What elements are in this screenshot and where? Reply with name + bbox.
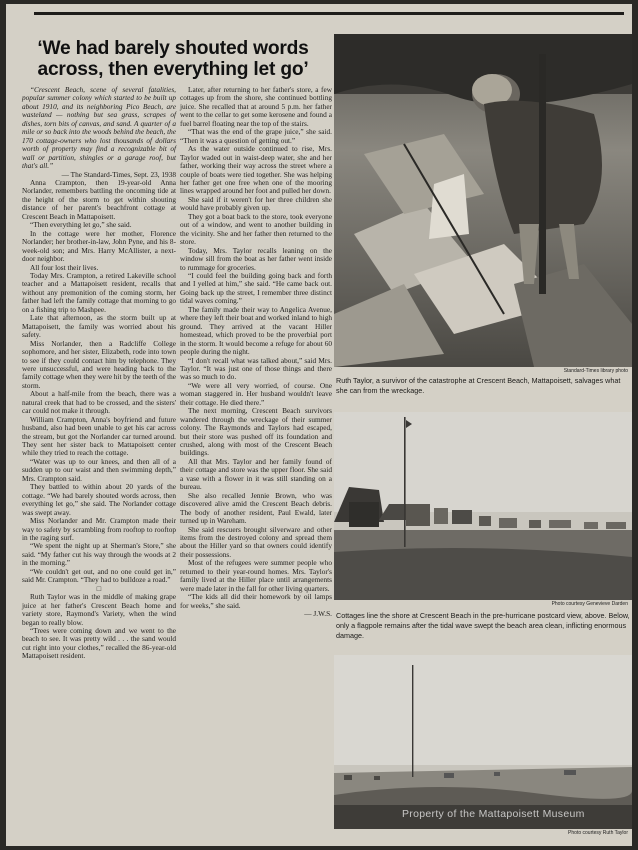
photo1-credit: Standard-Times library photo (563, 368, 628, 374)
article-paragraph: “We couldn't get out, and no one could get in,” said Mr. Crampton. “They had to bulldoze a road.” (22, 566, 176, 585)
headline: ‘We had barely shouted words across, then everything let go’ (37, 38, 309, 80)
article-paragraph: Anna Crampton, then 19-year-old Anna Norlander, remembers battling the oncoming tide at the height of the storm to get within shouting distance of her parent's beachfront cottage at Crescent Beach in Mattapoisett. (22, 177, 176, 221)
photo3-credit: Photo courtesy Ruth Taylor (568, 830, 628, 836)
watermark: Property of the Mattapoisett Museum (402, 808, 585, 820)
article-paragraph: “Trees were coming down and we went to the beach to see. It was pretty wild . . . the sand would cut right into your clothes,” recalled the 86-year-old Mattapoisett resident. (22, 626, 176, 661)
article-paragraph: Most of the refugees were summer people who returned to their year-round homes. Mrs. Taylor's family lived at the Hiller place until arrangements were made later in the fall for other living quarters. (180, 558, 332, 593)
article-paragraph: “I could feel the building going back and forth and I yelled at him,” she said. “He came back out. Going back up the street, I remember three distinct tidal waves coming.” (180, 270, 332, 306)
article-paragraph: Later, after returning to her father's store, a few cottages up from the shore, she continued bottling juice. She recalled that at around 5 p.m. her father went to the cellar to get some kerosene and found a fuel barrel floating near the top of the stairs. (180, 85, 332, 128)
article-paragraph: — The Standard-Times, Sept. 23, 1938 (61, 169, 176, 179)
cottages-photo-image (334, 412, 632, 600)
article-paragraph: “We spent the night up at Sherman's Store,” she said. “My father cut his way through the woods at 2 in the morning.” (22, 541, 176, 568)
article-paragraph: In the cottage were her mother, Florence Norlander; her brother-in-law, John Pyne, and his 8-week-old son; and Mrs. Harry McAllister, a next-door neighbor. (22, 228, 176, 264)
article-paragraph: They battled to within about 20 yards of the cottage. “We had barely shouted words across, then everything let go,” she said. The Norlander cottage was swept away. (22, 482, 176, 517)
article-paragraph: — J.W.S. (304, 609, 332, 619)
article-paragraph: Miss Norlander, then a Radcliffe College sophomore, and her sister, Elizabeth, rode into town to see if they could contact him by telephone. They were unsuccessful, and were heading back to the family cottage when they were hit by the teeth of the storm. (22, 338, 176, 390)
article-paragraph: Today, Mrs. Taylor recalls leaning on the window sill from the boat as her father went inside to rummage for groceries. (180, 245, 332, 272)
newspaper-page (6, 4, 632, 846)
article-paragraph: Late that afternoon, as the storm built up at Mattapoisett, the family was worried about his safety. (22, 313, 176, 340)
salvage-photo-image (334, 34, 632, 367)
article-paragraph: “Then everything let go,” she said. (30, 220, 132, 230)
top-rule (34, 12, 624, 15)
article-paragraph: She said rescuers brought silverware and other items from the destroyed colony and spread them about the Hiller yard so that owners could identify their possessions. (180, 524, 332, 559)
article-paragraph: She also recalled Jennie Brown, who was discovered alive amid the Crescent Beach debris. The body of another resident, Paul Ewald, later turned up in Wareham. (180, 490, 332, 526)
article-paragraph: Miss Norlander and Mr. Crampton made their way to safety by scrambling from rooftop to rooftop in the raging surf. (22, 516, 176, 543)
photo2-caption: Cottages line the shore at Crescent Beach in the pre-hurricane postcard view, above. Below, only a flagpole remains after the tidal wave swept the beach area clean, inflicting enormous damage. (336, 611, 630, 640)
article-paragraph: About a half-mile from the beach, there was a natural creek that had to be crossed, and the sisters' car could not make it through. (22, 389, 176, 416)
article-paragraph: They got a boat back to the store, took everyone out of a window, and went to another building in the vicinity. She and her father then returned to the store. (180, 211, 332, 247)
flagpole-photo (334, 655, 632, 829)
article-column-1 (22, 86, 176, 661)
flagpole-photo-image (334, 655, 632, 829)
article-paragraph: “We were all very worried, of course. One woman staggered in. Her husband wouldn't leave their cottage. He died there.” (180, 380, 332, 407)
article-paragraph: □ (96, 583, 102, 593)
photo1-caption: Ruth Taylor, a survivor of the catastrophe at Crescent Beach, Mattapoisett, salvages what she can from the wreckage. (336, 376, 621, 395)
photo2-credit: Photo courtesy Genevieve Darden (551, 601, 628, 607)
article-paragraph: All four lost their lives. (30, 262, 99, 272)
article-paragraph: The family made their way to Angelica Avenue, where they left their boat and worked inland to high ground. They arrived at the vacant Hiller homestead, which proved to be the proverbial port in the storm. It would become a refuge for about 60 people during the night. (180, 304, 332, 357)
salvage-photo (334, 34, 632, 367)
article-paragraph: “The kids all did their homework by oil lamps for weeks,” she said. (180, 592, 332, 610)
article-paragraph: “Crescent Beach, scene of several fatalities, popular summer colony which started to be built up about 1910, and its neighboring Pico Beach, are wasteland — nothing but sea grass, scrapes of dishes, torn bits of canvas, and sand. A quarter of a mile or so back into the woods behind the beach, the 170 cottage-owners who lost thousands of dollars worth of property may find a recognizable bit of wall or partition, shingles or a garage roof, but that's all.” (22, 85, 176, 171)
article-paragraph: All that Mrs. Taylor and her family found of their cottage and store was the upper floor. She said a vase with a flower in it was still standing on a bureau. (180, 456, 332, 492)
article-paragraph: The next morning, Crescent Beach survivors wandered through the wreckage of their summer colony. The Raymonds and Taylors had escaped, but their store was pushed off its foundation and crushed, along with most of the Crescent Beach buildings. (180, 406, 332, 458)
article-paragraph: “I don't recall what was talked about,” said Mrs. Taylor. “It was just one of those things and there was so much to do. (180, 355, 332, 382)
article-paragraph: Ruth Taylor was in the middle of making grape juice at her father's Crescent Beach home and variety store, Raymond's Variety, when the wind began to really blow. (22, 592, 176, 627)
article-paragraph: As the water outside continued to rise, Mrs. Taylor waded out in waist-deep water, she and her father, working their way across the street where a couple of boats were tied together. She was helping her father get one free when one of the mooring lines wrapped around her foot and pulled her down. (180, 144, 332, 196)
article-paragraph: “Water was up to our knees, and then all of a sudden up to our waist and then swimming depth,” Mrs. Crampton said. (22, 456, 176, 483)
article-paragraph: Today Mrs. Crampton, a retired Lakeville school teacher and a Mattapoisett resident, recalls that without any premonition of the coming storm, her father had left the family cottage that morning to go on a fishing trip to Mashpee. (22, 270, 176, 314)
article-column-2 (180, 86, 332, 619)
cottages-photo (334, 412, 632, 600)
article-paragraph: “That was the end of the grape juice,” she said. “Then it was a question of getting out.” (180, 127, 332, 145)
article-paragraph: She said if it weren't for her three children she would have probably given up. (180, 194, 332, 213)
article-paragraph: William Crampton, Anna's boyfriend and future husband, also had been unable to get his car across the stream, but got the Norlander car turned around. They sent her sister back to Mattapoisett center while they tried to reach the cottage. (22, 414, 176, 458)
